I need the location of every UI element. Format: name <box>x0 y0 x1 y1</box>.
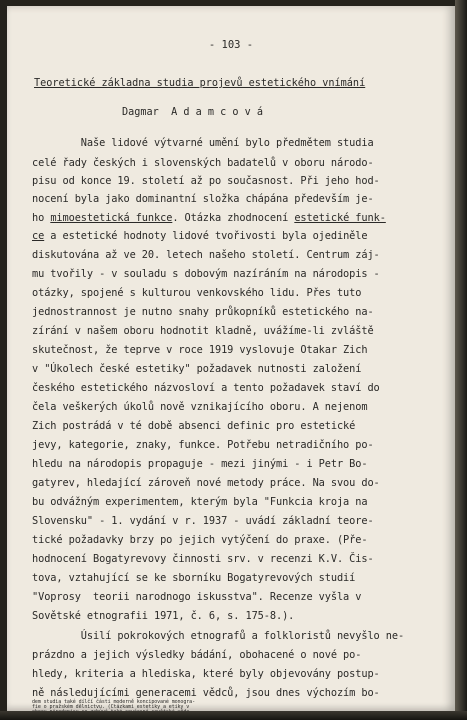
text-line: Úsilí pokrokových etnografů a folkloristů nevyšlo ne- <box>32 630 405 642</box>
text-line: Sovětské etnografii 1971, č. 6, s. 175-8.). <box>32 610 295 622</box>
text-line: otázky, spojené s kulturou venkovského lidu. Přes tuto <box>32 287 362 299</box>
text-line: celé řady českých i slovenských badatelů v oboru národo- <box>32 157 374 169</box>
text-line: nocení byla jako dominantní složka chápána především je- <box>32 193 374 205</box>
underlined-term: estetické funk- <box>294 212 386 224</box>
text-line: zírání v našem oboru hodnotit kladně, uvážíme-li zvláště <box>32 325 374 337</box>
text-line: tova, vztahující se ke sborníku Bogatyrevových studií <box>32 572 356 584</box>
text-line: Naše lidové výtvarné umění bylo předmětem studia <box>32 137 374 149</box>
page-number: - 103 - <box>208 39 254 51</box>
text-line: Slovensku" - 1. vydání v r. 1937 - uvádí základní teore- <box>32 515 374 527</box>
text-line: hledu na národopis propaguje - mezi jinými - i Petr Bo- <box>32 458 368 470</box>
text-line: hodnocení Bogatyrevovy činnosti srv. v recenzi K.V. Čis- <box>32 553 374 565</box>
page-bottom-shadow <box>0 711 467 720</box>
text-line: mu tvořily - v souladu s dobovým nazíráním na národopis - <box>32 268 380 280</box>
document-page <box>7 6 455 711</box>
text-line: v "Úkolech české estetiky" požadavek nutnosti založení <box>32 363 362 375</box>
text-line: dem studia také dílčí části moderně koncipované monogra- <box>32 699 195 705</box>
text-line: diskutována až ve 20. letech našeho století. Centrum záj- <box>32 249 380 261</box>
text-line: bu odvážným experimentem, kterým byla "Funkcia kroja na <box>32 496 368 508</box>
text-line: jednostrannost je nutno snahy průkopníků estetického na- <box>32 306 374 318</box>
text-line: Zich postrádá v té době absenci definic pro estetické <box>32 420 356 432</box>
text-line: pisu od konce 19. století až po současnost. Při jeho hod- <box>32 175 380 187</box>
text-line: ně následujícími generacemi vědců, jsou dnes výchozím bo- <box>32 687 380 699</box>
text-line-underlined: ce a estetické hodnoty lidové tvořivosti byla ojediněle <box>32 230 368 242</box>
text-line: tické požadavky brzy po jejich vytýčení do praxe. (Pře- <box>32 534 368 546</box>
text-line: fie o pražském dělnictvu. (Ctázkami estetiky a etiky v <box>32 704 190 710</box>
text-line: gatyrev, hledající zároveň nové metody práce. Na svou do- <box>32 477 380 489</box>
underlined-term: ce <box>32 230 45 242</box>
document-title: Teoretické základna studia projevů estetického vnímání <box>34 78 366 89</box>
text-line: čela veškerých úkolů nově vznikajícího oboru. A nejenom <box>32 401 368 413</box>
text-line: "Voprosy teorii narodnogo iskusstva". Recenze vyšla v <box>32 591 362 603</box>
underlined-term: mimoestetická funkce <box>50 212 173 224</box>
text-line: skutečnost, že teprve v roce 1919 vyslovuje Otakar Zich <box>32 344 368 356</box>
text-line-underlined: ho mimoestetická funkce. Otázka zhodnocení estetické funk- <box>32 212 386 224</box>
author-name: Dagmar A d a m c o v á <box>122 107 264 118</box>
text-line: českého estetického názvosloví a tento požadavek staví do <box>32 382 380 394</box>
text-line: hledy, kriteria a hlediska, které byly objevovány postup- <box>32 668 380 680</box>
text-line: jevy, kategorie, znaky, funkce. Potřebu netradičního po- <box>32 439 374 451</box>
page-edge-shadow <box>455 0 467 720</box>
text-line: prázdno a jejich výsledky bádání, obohacené o nové po- <box>32 649 362 661</box>
